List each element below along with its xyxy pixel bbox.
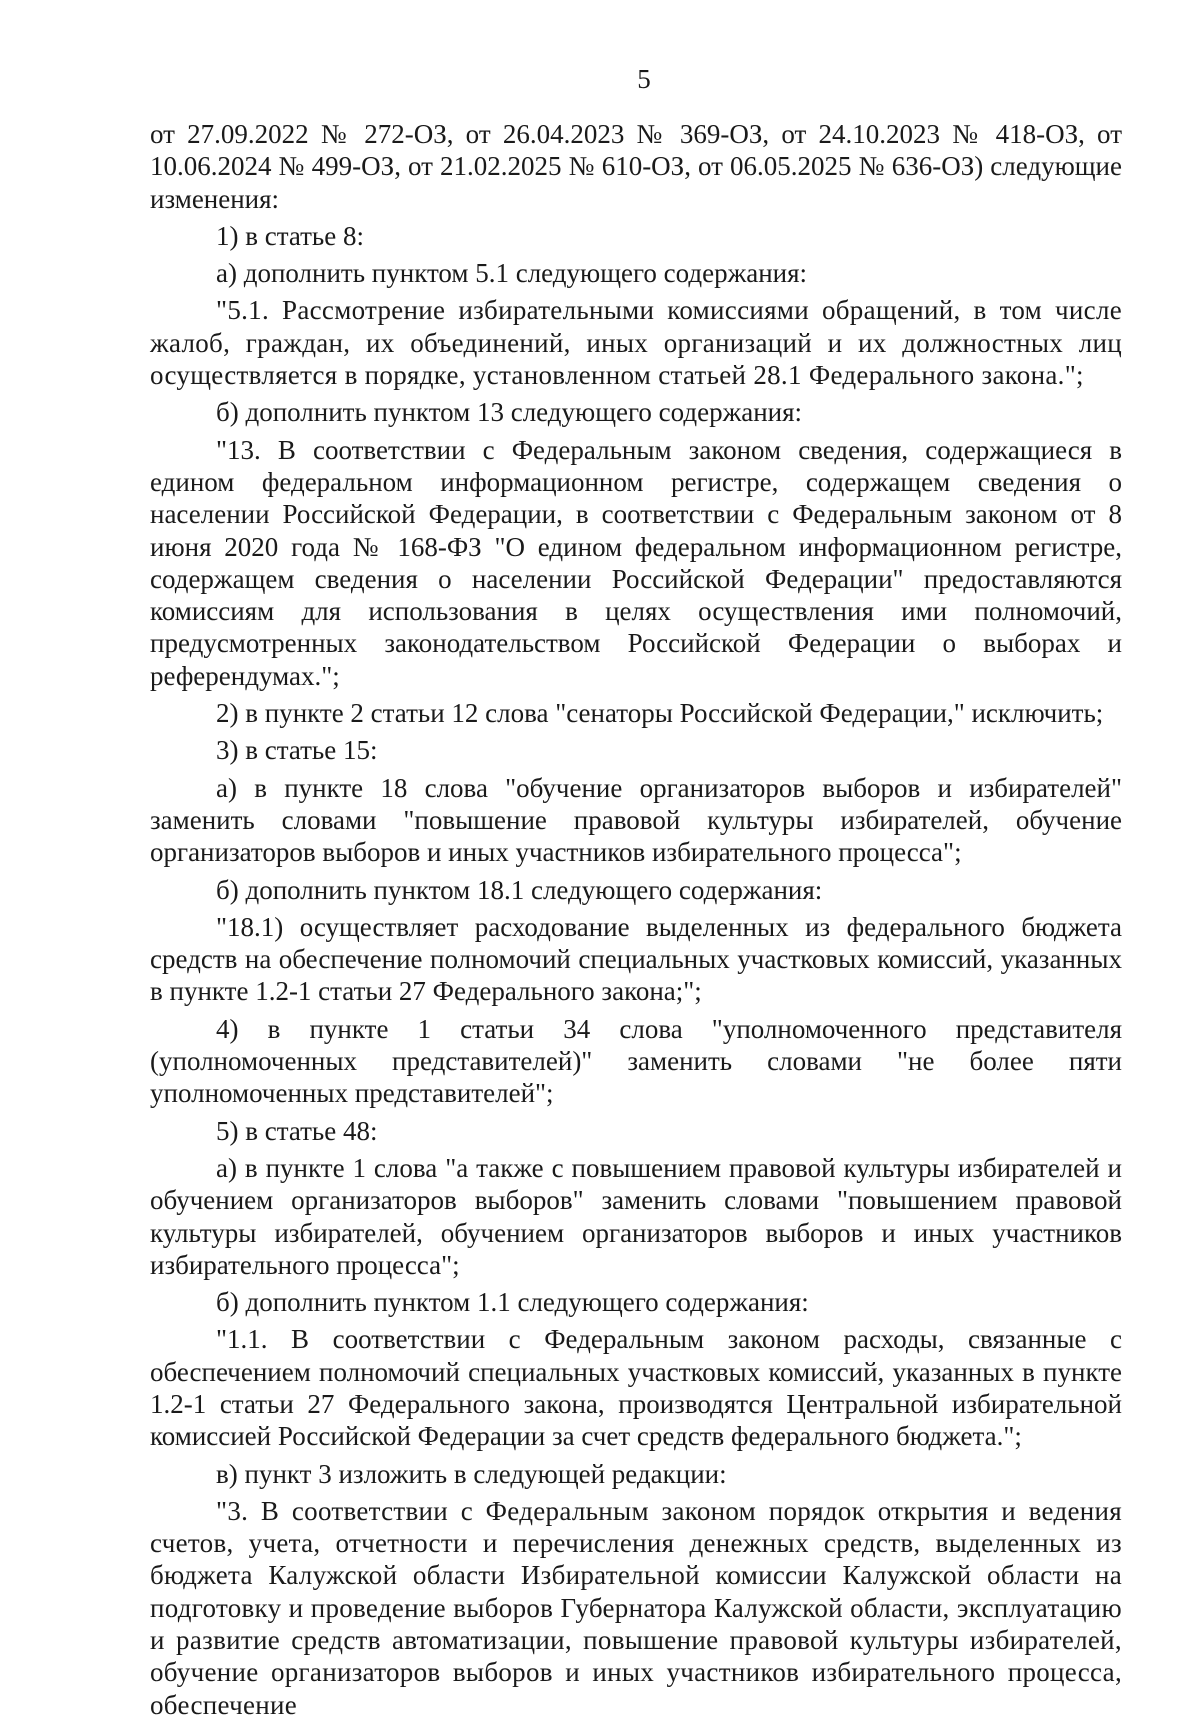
paragraph-subitem: в) пункт 3 изложить в следующей редакции:	[216, 1458, 727, 1489]
paragraph-item-4: 4) в пункте 1 статьи 34 слова "уполномоченного представителя (уполномоченных представителей)" заменить словами "не более пяти уполномоченных представителей";	[150, 1013, 1122, 1109]
document-body	[150, 118, 1122, 1721]
paragraph-intro: от 27.09.2022 № 272-ОЗ, от 26.04.2023 № 369-ОЗ, от 24.10.2023 № 418-ОЗ, от 10.06.2024 № 499-ОЗ, от 21.02.2025 № 610-ОЗ, от 06.05.2025 № 636-ОЗ) следующие изменения:	[150, 119, 1122, 214]
paragraph-item-5: 5) в статье 48:	[216, 1115, 378, 1146]
paragraph-quote-18-1: "18.1) осуществляет расходование выделенных из федерального бюджета средств на обеспечение полномочий специальных участковых комиссий, указанных в пункте 1.2-1 статьи 27 Федерального закона;";	[150, 911, 1122, 1007]
paragraph-quote-13: "13. В соответствии с Федеральным законом сведения, содержащиеся в едином федеральном информационном регистре, содержащем сведения о населении Российской Федерации, в соответствии с Федеральным законом от 8 июня 2020 года № 168-ФЗ "О едином федеральном информационном регистре, содержащем сведения о населении Российской Федерации" предоставляются комиссиям для использования в целях осуществления ими полномочий, предусмотренных законодательством Российской Федерации о выборах и референдумах.";	[150, 434, 1122, 691]
paragraph-subitem: а) дополнить пунктом 5.1 следующего содержания:	[216, 258, 808, 289]
paragraph-item-2: 2) в пункте 2 статьи 12 слова "сенаторы Российской Федерации," исключить;	[216, 698, 1104, 729]
paragraph-quote-3: "3. В соответствии с Федеральным законом порядок открытия и ведения счетов, учета, отчетности и перечисления денежных средств, выделенных из бюджета Калужской области Избирательной комиссии Калужской области на подготовку и проведение выборов Губернатора Калужской области, эксплуатацию и развитие средств автоматизации, повышение правовой культуры избирателей, обучение организаторов выборов и иных участников избирательного процесса, обеспечение	[150, 1495, 1122, 1720]
page-number: 5	[637, 64, 651, 94]
paragraph-item-3: 3) в статье 15:	[216, 735, 378, 766]
paragraph-subitem: а) в пункте 1 слова "а также с повышением правовой культуры избирателей и обучением организаторов выборов" заменить словами "повышением правовой культуры избирателей, обучением организаторов выборов и иных участников избирательного процесса";	[150, 1152, 1122, 1280]
paragraph-subitem: б) дополнить пунктом 1.1 следующего содержания:	[216, 1287, 809, 1318]
paragraph-quote-1-1: "1.1. В соответствии с Федеральным законом расходы, связанные с обеспечением полномочий специальных участковых комиссий, указанных в пункте 1.2-1 статьи 27 Федерального закона, производятся Центральной избирательной комиссией Российской Федерации за счет средств федерального бюджета.";	[150, 1324, 1122, 1452]
paragraph-quote-5-1: "5.1. Рассмотрение избирательными комиссиями обращений, в том числе жалоб, граждан, их объединений, иных организаций и их должностных лиц осуществляется в порядке, установленном статьей 28.1 Федерального закона.";	[150, 295, 1122, 391]
paragraph-subitem: б) дополнить пунктом 13 следующего содержания:	[216, 397, 803, 428]
paragraph-subitem: б) дополнить пунктом 18.1 следующего содержания:	[216, 874, 823, 905]
paragraph-subitem: а) в пункте 18 слова "обучение организаторов выборов и избирателей" заменить словами "повышение правовой культуры избирателей, обучение организаторов выборов и иных участников избирательного процесса";	[150, 772, 1122, 868]
paragraph-item-1: 1) в статье 8:	[216, 220, 364, 251]
